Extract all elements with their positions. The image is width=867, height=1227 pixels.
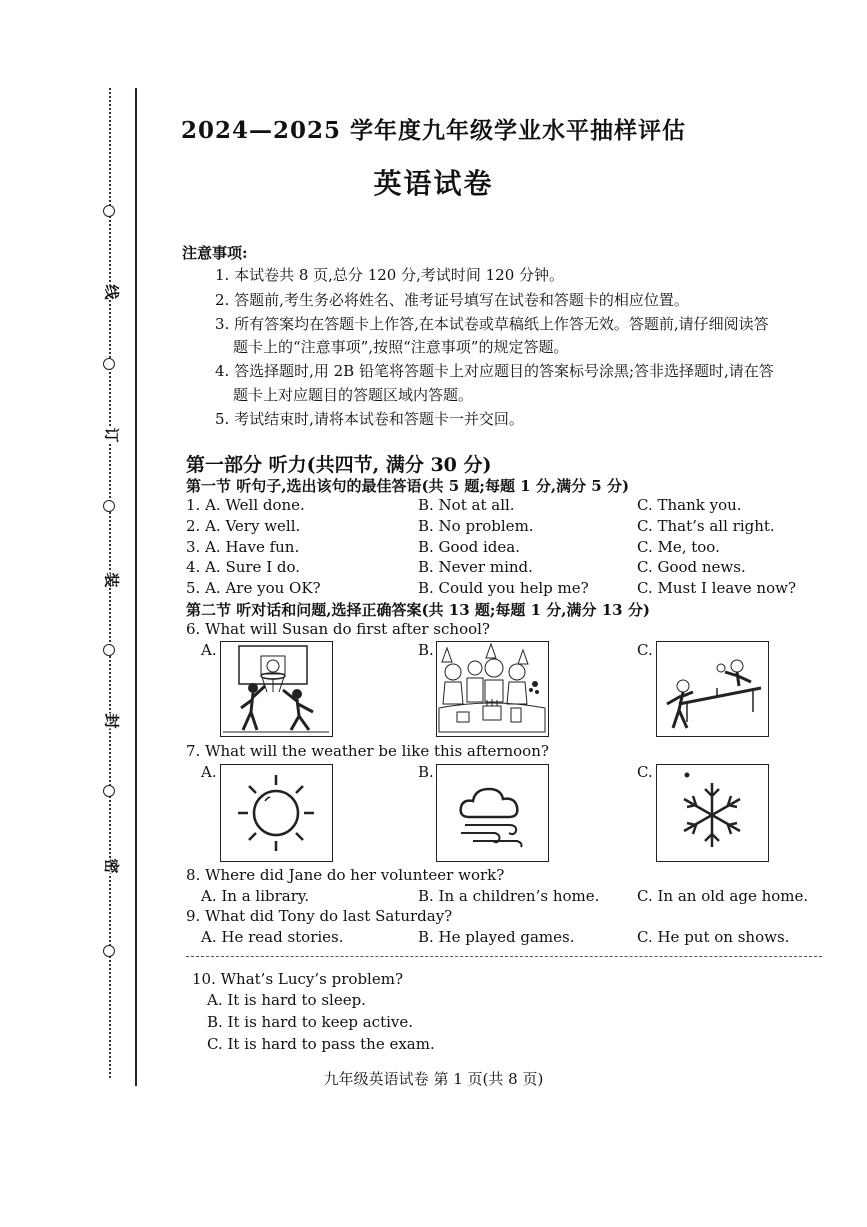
part1-title: 第一部分 听力(共四节, 满分 30 分) bbox=[186, 454, 492, 476]
q4-option-c: C. Good news. bbox=[637, 558, 746, 576]
q1-option-b: B. Not at all. bbox=[418, 496, 515, 514]
q10-question: 10. What’s Lucy’s problem? bbox=[192, 970, 403, 988]
q9-option-b: B. He played games. bbox=[418, 928, 575, 946]
q10-option-b: B. It is hard to keep active. bbox=[207, 1013, 414, 1031]
sun-icon bbox=[220, 764, 333, 862]
q1-option-c: C. Thank you. bbox=[637, 496, 742, 514]
q6-label-b: B. bbox=[418, 641, 434, 659]
cloud-wind-icon bbox=[436, 764, 549, 862]
q8-option-a: A. In a library. bbox=[201, 887, 310, 905]
binding-hole-circle bbox=[103, 945, 115, 957]
q7-question: 7. What will the weather be like this afternoon? bbox=[186, 742, 549, 760]
q8-option-b: B. In a children’s home. bbox=[418, 887, 600, 905]
table-tennis-picture bbox=[656, 641, 769, 737]
q9-option-c: C. He put on shows. bbox=[637, 928, 790, 946]
note-line: 题卡上的“注意事项”,按照“注意事项”的规定答题。 bbox=[233, 338, 569, 356]
q8-question: 8. Where did Jane do her volunteer work? bbox=[186, 866, 505, 884]
q10-option-a: A. It is hard to sleep. bbox=[207, 991, 366, 1009]
notes-heading: 注意事项: bbox=[182, 244, 248, 262]
binding-margin-line bbox=[135, 88, 137, 1086]
q6-label-c: C. bbox=[637, 641, 653, 659]
exam-subtitle: 英语试卷 bbox=[373, 167, 494, 200]
dashed-separator bbox=[186, 956, 822, 957]
binding-hole-circle bbox=[103, 205, 115, 217]
snowflake-icon bbox=[656, 764, 769, 862]
margin-char-zhuang: 装 bbox=[102, 572, 121, 588]
binding-hole-circle bbox=[103, 358, 115, 370]
basketball-picture bbox=[220, 641, 333, 737]
q1-option-a: 1. A. Well done. bbox=[186, 496, 305, 514]
binding-hole-circle bbox=[103, 785, 115, 797]
q7-label-c: C. bbox=[637, 763, 653, 781]
exam-title: 2024—2025 学年度九年级学业水平抽样评估 bbox=[180, 117, 687, 144]
margin-char-feng: 封 bbox=[102, 713, 121, 729]
q5-option-c: C. Must I leave now? bbox=[637, 579, 796, 597]
note-line: 1. 本试卷共 8 页,总分 120 分,考试时间 120 分钟。 bbox=[215, 266, 565, 284]
margin-char-xian: 线 bbox=[102, 284, 121, 300]
q8-option-c: C. In an old age home. bbox=[637, 887, 809, 905]
note-line: 2. 答题前,考生务必将姓名、准考证号填写在试卷和答题卡的相应位置。 bbox=[215, 291, 689, 309]
note-line: 题卡上对应题目的答题区域内答题。 bbox=[233, 386, 474, 404]
note-line: 3. 所有答案均在答题卡上作答,在本试卷或草稿纸上作答无效。答题前,请仔细阅读答 bbox=[215, 315, 769, 333]
q2-option-b: B. No problem. bbox=[418, 517, 534, 535]
note-line: 5. 考试结束时,请将本试卷和答题卡一并交回。 bbox=[215, 410, 524, 428]
q6-label-a: A. bbox=[201, 641, 217, 659]
section1-title: 第一节 听句子,选出该句的最佳答语(共 5 题;每题 1 分,满分 5 分) bbox=[186, 477, 630, 495]
q2-option-a: 2. A. Very well. bbox=[186, 517, 301, 535]
q5-option-a: 5. A. Are you OK? bbox=[186, 579, 321, 597]
q3-option-c: C. Me, too. bbox=[637, 538, 720, 556]
q5-option-b: B. Could you help me? bbox=[418, 579, 589, 597]
q10-option-c: C. It is hard to pass the exam. bbox=[207, 1035, 435, 1053]
q7-label-b: B. bbox=[418, 763, 434, 781]
binding-hole-circle bbox=[103, 644, 115, 656]
q9-option-a: A. He read stories. bbox=[201, 928, 344, 946]
q3-option-a: 3. A. Have fun. bbox=[186, 538, 300, 556]
q4-option-a: 4. A. Sure I do. bbox=[186, 558, 301, 576]
birthday-party-picture bbox=[436, 641, 549, 737]
section2-title: 第二节 听对话和问题,选择正确答案(共 13 题;每题 1 分,满分 13 分) bbox=[186, 601, 650, 619]
q6-question: 6. What will Susan do first after school? bbox=[186, 620, 490, 638]
q7-label-a: A. bbox=[201, 763, 217, 781]
q2-option-c: C. That’s all right. bbox=[637, 517, 775, 535]
q4-option-b: B. Never mind. bbox=[418, 558, 533, 576]
page-footer: 九年级英语试卷 第 1 页(共 8 页) bbox=[323, 1070, 544, 1088]
margin-char-mi: 密 bbox=[102, 858, 121, 874]
binding-hole-circle bbox=[103, 500, 115, 512]
margin-char-ding: 订 bbox=[102, 427, 121, 443]
note-line: 4. 答选择题时,用 2B 铅笔将答题卡上对应题目的答案标号涂黑;答非选择题时,请在答 bbox=[215, 362, 774, 380]
q9-question: 9. What did Tony do last Saturday? bbox=[186, 907, 453, 925]
q3-option-b: B. Good idea. bbox=[418, 538, 520, 556]
